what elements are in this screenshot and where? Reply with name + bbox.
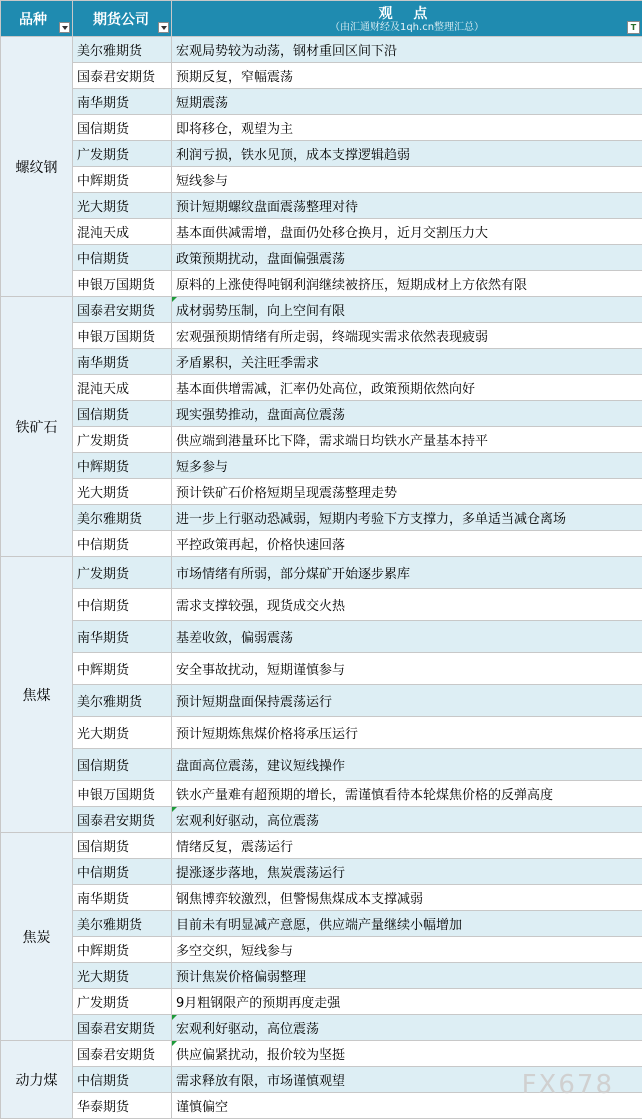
view-cell <box>172 749 642 781</box>
company-cell: 中辉期货 <box>73 653 172 685</box>
view-text: 原料的上涨使得吨钢利润继续被挤压，短期成材上方依然有限 <box>176 278 528 293</box>
view-text: 预期反复，窄幅震荡 <box>176 70 294 85</box>
table-row <box>1 653 642 685</box>
company-cell: 混沌天成 <box>73 219 172 245</box>
company-cell: 美尔雅期货 <box>73 37 172 63</box>
view-cell <box>172 531 642 557</box>
view-cell <box>172 427 642 453</box>
table-row <box>1 167 642 193</box>
table-row <box>1 375 642 401</box>
company-cell: 广发期货 <box>73 557 172 589</box>
table-row <box>1 885 642 911</box>
table-row <box>1 557 642 589</box>
company-cell: 光大期货 <box>73 479 172 505</box>
company-cell: 中辉期货 <box>73 453 172 479</box>
company-cell: 国信期货 <box>73 401 172 427</box>
company-cell: 光大期货 <box>73 717 172 749</box>
table-row <box>1 685 642 717</box>
view-cell <box>172 479 642 505</box>
view-text: 宏观局势较为动荡，钢材重回区间下沿 <box>176 44 398 59</box>
table-row <box>1 141 642 167</box>
company-cell: 美尔雅期货 <box>73 911 172 937</box>
table-row <box>1 115 642 141</box>
view-text: 钢焦博弈较激烈，但警惕焦煤成本支撑减弱 <box>176 892 424 907</box>
view-text: 铁水产量难有超预期的增长，需谨慎看待本轮煤焦价格的反弹高度 <box>176 788 554 803</box>
company-cell: 中辉期货 <box>73 167 172 193</box>
view-cell <box>172 89 642 115</box>
view-cell <box>172 141 642 167</box>
view-text: 成材弱势压制，向上空间有限 <box>176 304 346 319</box>
view-cell <box>172 1015 642 1041</box>
table-row <box>1 349 642 375</box>
table-row <box>1 323 642 349</box>
category-cell: 焦煤 <box>1 557 73 833</box>
company-cell: 国信期货 <box>73 749 172 781</box>
view-cell <box>172 401 642 427</box>
view-cell <box>172 323 642 349</box>
view-cell <box>172 963 642 989</box>
view-text: 宏观利好驱动，高位震荡 <box>176 1022 320 1037</box>
table-row <box>1 505 642 531</box>
table-row <box>1 427 642 453</box>
table-row <box>1 989 642 1015</box>
view-text: 预计铁矿石价格短期呈现震荡整理走势 <box>176 486 398 501</box>
company-cell: 申银万国期货 <box>73 271 172 297</box>
table-row <box>1 621 642 653</box>
filter-dropdown-icon[interactable] <box>158 22 169 33</box>
view-cell <box>172 807 642 833</box>
view-cell <box>172 911 642 937</box>
company-cell: 南华期货 <box>73 349 172 375</box>
view-text: 短线参与 <box>176 174 229 189</box>
company-cell: 华泰期货 <box>73 1093 172 1119</box>
view-cell <box>172 115 642 141</box>
company-cell: 国泰君安期货 <box>73 297 172 323</box>
table-row <box>1 245 642 271</box>
view-text: 利润亏损，铁水见顶，成本支撑逻辑趋弱 <box>176 148 411 163</box>
company-cell: 广发期货 <box>73 427 172 453</box>
table-row <box>1 911 642 937</box>
table-row <box>1 219 642 245</box>
view-cell <box>172 989 642 1015</box>
header-view <box>172 1 642 37</box>
view-text: 现实强势推动，盘面高位震荡 <box>176 408 346 423</box>
company-cell: 国泰君安期货 <box>73 63 172 89</box>
view-cell <box>172 1041 642 1067</box>
view-text: 情绪反复，震荡运行 <box>176 840 294 855</box>
company-cell: 美尔雅期货 <box>73 505 172 531</box>
company-cell: 申银万国期货 <box>73 781 172 807</box>
watermark: FX678 <box>521 1070 614 1100</box>
table-row <box>1 717 642 749</box>
view-cell <box>172 717 642 749</box>
view-cell <box>172 349 642 375</box>
view-cell <box>172 193 642 219</box>
header-category <box>1 1 73 37</box>
view-text: 进一步上行驱动恐减弱，短期内考验下方支撑力，多单适当减仓离场 <box>176 512 567 527</box>
company-cell: 中信期货 <box>73 1067 172 1093</box>
view-text: 供应端到港量环比下降，需求端日均铁水产量基本持平 <box>176 434 489 449</box>
view-text: 预计短期炼焦煤价格将承压运行 <box>176 727 359 742</box>
view-text: 政策预期扰动，盘面偏强震荡 <box>176 252 346 267</box>
company-cell: 中信期货 <box>73 589 172 621</box>
company-cell: 中信期货 <box>73 859 172 885</box>
table-row <box>1 531 642 557</box>
company-cell: 国泰君安期货 <box>73 1015 172 1041</box>
view-text: 市场情绪有所弱，部分煤矿开始逐步累库 <box>176 567 411 582</box>
comment-marker-icon <box>172 297 177 302</box>
company-cell: 美尔雅期货 <box>73 685 172 717</box>
view-cell <box>172 297 642 323</box>
view-cell <box>172 167 642 193</box>
table-row <box>1 749 642 781</box>
company-cell: 南华期货 <box>73 621 172 653</box>
header-row <box>1 1 642 37</box>
category-cell: 动力煤 <box>1 1041 73 1119</box>
view-cell <box>172 937 642 963</box>
table-row <box>1 781 642 807</box>
view-cell <box>172 219 642 245</box>
company-cell: 国泰君安期货 <box>73 807 172 833</box>
view-text: 宏观强预期情绪有所走弱，终端现实需求依然表现疲弱 <box>176 330 489 345</box>
table-row <box>1 297 642 323</box>
header-category-label: 品种 <box>19 12 47 28</box>
table-row <box>1 37 642 63</box>
table-row <box>1 963 642 989</box>
table-body <box>1 37 642 1119</box>
view-text: 平控政策再起，价格快速回落 <box>176 538 346 553</box>
header-company <box>73 1 172 37</box>
view-cell <box>172 781 642 807</box>
view-text: 基差收敛，偏弱震荡 <box>176 631 294 646</box>
view-cell <box>172 557 642 589</box>
view-cell <box>172 453 642 479</box>
company-cell: 广发期货 <box>73 989 172 1015</box>
view-text: 目前未有明显减产意愿，供应端产量继续小幅增加 <box>176 918 463 933</box>
view-cell <box>172 63 642 89</box>
filter-toggle-icon[interactable]: T <box>627 21 640 34</box>
table-row <box>1 807 642 833</box>
table-row <box>1 589 642 621</box>
company-cell: 国信期货 <box>73 833 172 859</box>
company-cell: 光大期货 <box>73 193 172 219</box>
view-text: 需求释放有限，市场谨慎观望 <box>176 1074 346 1089</box>
table-row <box>1 859 642 885</box>
table-row <box>1 401 642 427</box>
header-view-subtitle: （由汇通财经及1qh.cn整理汇总） <box>329 21 485 33</box>
table-row <box>1 89 642 115</box>
view-cell <box>172 833 642 859</box>
header-company-label: 期货公司 <box>93 12 149 28</box>
table-row <box>1 1041 642 1067</box>
company-cell: 广发期货 <box>73 141 172 167</box>
view-cell <box>172 653 642 685</box>
table-row <box>1 937 642 963</box>
view-cell <box>172 37 642 63</box>
header-view-label: 观 点 <box>378 5 436 22</box>
company-cell: 申银万国期货 <box>73 323 172 349</box>
filter-dropdown-icon[interactable] <box>59 22 70 33</box>
table-row <box>1 271 642 297</box>
company-cell: 混沌天成 <box>73 375 172 401</box>
view-text: 安全事故扰动，短期谨慎参与 <box>176 663 346 678</box>
comment-marker-icon <box>172 1015 177 1020</box>
view-text: 短期震荡 <box>176 96 229 111</box>
view-cell <box>172 375 642 401</box>
view-text: 预计短期螺纹盘面震荡整理对待 <box>176 200 359 215</box>
table-row <box>1 1015 642 1041</box>
view-text: 预计短期盘面保持震荡运行 <box>176 695 333 710</box>
view-text: 基本面供减需增，盘面仍处移仓换月，近月交割压力大 <box>176 226 489 241</box>
company-cell: 中信期货 <box>73 245 172 271</box>
comment-marker-icon <box>172 1041 177 1046</box>
view-cell <box>172 885 642 911</box>
view-text: 基本面供增需减，汇率仍处高位，政策预期依然向好 <box>176 382 476 397</box>
category-cell: 焦炭 <box>1 833 73 1041</box>
view-text: 提涨逐步落地，焦炭震荡运行 <box>176 866 346 881</box>
company-cell: 南华期货 <box>73 89 172 115</box>
view-text: 矛盾累积，关注旺季需求 <box>176 356 320 371</box>
table-row <box>1 833 642 859</box>
company-cell: 国信期货 <box>73 115 172 141</box>
view-text: 宏观利好驱动，高位震荡 <box>176 814 320 829</box>
category-cell: 铁矿石 <box>1 297 73 557</box>
view-cell <box>172 505 642 531</box>
view-text: 多空交织，短线参与 <box>176 944 294 959</box>
view-cell <box>172 685 642 717</box>
company-cell: 南华期货 <box>73 885 172 911</box>
view-text: 谨慎偏空 <box>176 1100 229 1115</box>
category-cell: 螺纹钢 <box>1 37 73 297</box>
table-row <box>1 453 642 479</box>
view-text: 9月粗钢限产的预期再度走强 <box>176 996 341 1011</box>
comment-marker-icon <box>172 807 177 812</box>
company-cell: 中辉期货 <box>73 937 172 963</box>
view-text: 预计焦炭价格偏弱整理 <box>176 970 307 985</box>
view-cell <box>172 621 642 653</box>
view-cell <box>172 271 642 297</box>
view-text: 供应偏紧扰动，报价较为坚挺 <box>176 1048 346 1063</box>
company-cell: 国泰君安期货 <box>73 1041 172 1067</box>
view-text: 需求支撑较强，现货成交火热 <box>176 599 346 614</box>
view-text: 即将移仓，观望为主 <box>176 122 294 137</box>
view-cell <box>172 589 642 621</box>
view-cell <box>172 245 642 271</box>
table-row <box>1 479 642 505</box>
company-cell: 中信期货 <box>73 531 172 557</box>
company-cell: 光大期货 <box>73 963 172 989</box>
table-row <box>1 63 642 89</box>
table-row <box>1 193 642 219</box>
view-text: 盘面高位震荡，建议短线操作 <box>176 759 346 774</box>
view-text: 短多参与 <box>176 460 229 475</box>
view-cell <box>172 859 642 885</box>
